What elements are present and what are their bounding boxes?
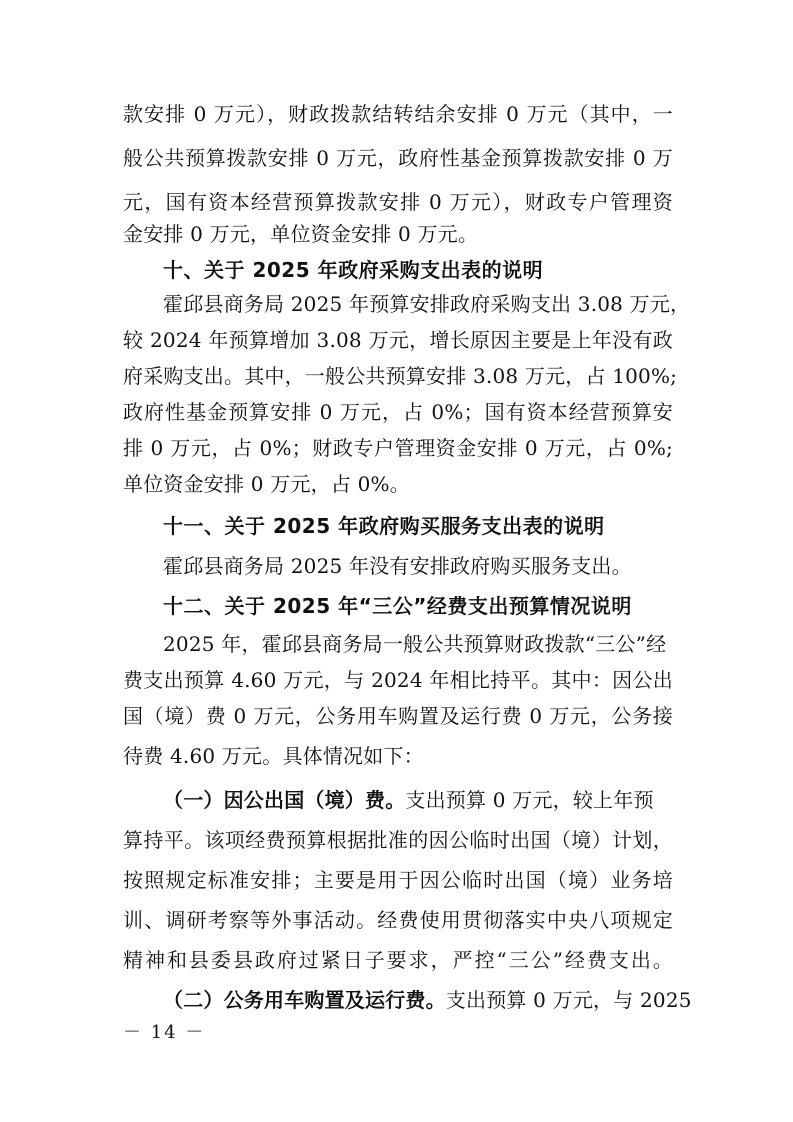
subsection-1-line xyxy=(163,787,673,813)
text-line: 霍邱县商务局 2025 年预算安排政府采购支出 3.08 万元， xyxy=(163,292,691,316)
section-heading-10: 十、关于 2025 年政府采购支出表的说明 xyxy=(163,258,544,282)
text-line: 较 2024 年预算增加 3.08 万元，增长原因主要是上年没有政 xyxy=(123,328,673,352)
text-line: 款安排 0 万元），财政拨款结转结余安排 0 万元（其中，一 xyxy=(123,102,673,126)
text-line: 算持平。该项经费预算根据批准的因公临时出国（境）计划， xyxy=(123,828,673,852)
subsection-2-line xyxy=(163,987,692,1013)
section-heading-12: 十二、关于 2025 年“三公”经费支出预算情况说明 xyxy=(163,594,632,618)
text-line: 单位资金安排 0 万元，占 0%。 xyxy=(123,472,410,496)
subsection-2-text: 支出预算 0 万元，与 2025 xyxy=(445,988,692,1012)
text-line: 费支出预算 4.60 万元，与 2024 年相比持平。其中：因公出 xyxy=(123,668,673,692)
text-line: 政府性基金预算安排 0 万元，占 0%；国有资本经营预算安 xyxy=(123,400,673,424)
text-line: 按照规定标准安排；主要是用于因公临时出国（境）业务培 xyxy=(123,868,673,892)
text-line: 府采购支出。其中，一般公共预算安排 3.08 万元，占 100%; xyxy=(123,364,678,388)
text-line: 元，国有资本经营预算拨款安排 0 万元），财政专户管理资 xyxy=(123,190,673,214)
text-line: 待费 4.60 万元。具体情况如下： xyxy=(123,744,424,768)
section-heading-11: 十一、关于 2025 年政府购买服务支出表的说明 xyxy=(163,514,605,538)
text-line: 2025 年，霍邱县商务局一般公共预算财政拨款“三公”经 xyxy=(163,632,667,656)
text-line: 霍邱县商务局 2025 年没有安排政府购买服务支出。 xyxy=(163,554,632,578)
text-line: 排 0 万元，占 0%；财政专户管理资金安排 0 万元，占 0%; xyxy=(123,436,673,460)
page-number: － 14 － xyxy=(123,1022,206,1043)
text-line: 般公共预算拨款安排 0 万元，政府性基金预算拨款安排 0 万 xyxy=(123,146,673,170)
text-line: 金安排 0 万元，单位资金安排 0 万元。 xyxy=(123,222,479,246)
subsection-2-heading: （二）公务用车购置及运行费。 xyxy=(163,988,446,1012)
subsection-1-text: 支出预算 0 万元，较上年预 xyxy=(405,788,654,812)
text-line: 精神和县委县政府过紧日子要求，严控“三公”经费支出。 xyxy=(123,948,673,972)
subsection-1-heading: （一）因公出国（境）费。 xyxy=(163,788,406,812)
text-line: 国（境）费 0 万元，公务用车购置及运行费 0 万元，公务接 xyxy=(123,704,673,728)
text-line: 训、调研考察等外事活动。经费使用贯彻落实中央八项规定 xyxy=(123,908,673,932)
